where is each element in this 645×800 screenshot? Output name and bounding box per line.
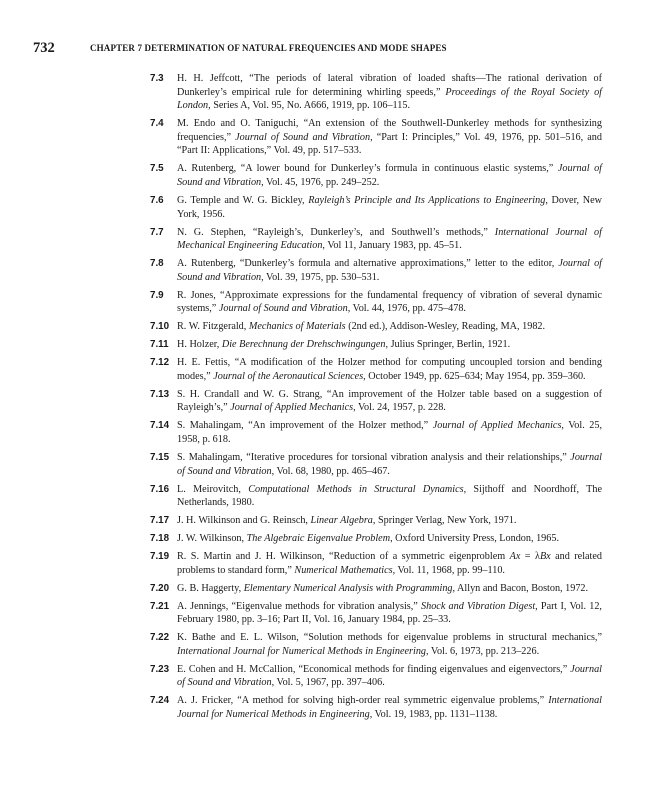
reference-item xyxy=(150,419,602,446)
reference-text xyxy=(177,631,602,658)
reference-italic-segment: Die Berechnung der Drehschwingungen xyxy=(221,339,386,351)
reference-item xyxy=(150,257,602,284)
reference-segment: R. Jones, “Approximate expressions for the fundamental frequency of vibration of several dynamic systems,” xyxy=(177,289,602,315)
reference-italic-segment: International Journal of Mechanical Engineering Education xyxy=(177,226,602,252)
reference-segment: , Oxford University Press, London, 1965. xyxy=(390,533,559,545)
reference-number: 7.17 xyxy=(150,515,170,527)
reference-number: 7.18 xyxy=(150,533,170,545)
reference-segment: , Allyn and Bacon, Boston, 1972. xyxy=(452,582,589,594)
reference-number: 7.16 xyxy=(150,483,170,495)
reference-text xyxy=(177,338,602,352)
reference-italic-segment: The Algebraic Eigenvalue Problem xyxy=(246,533,391,545)
reference-segment: A. Rutenberg, “Dunkerley’s formula and alternative approximations,” letter to the editor, xyxy=(177,258,559,270)
reference-segment: , Julius Springer, Berlin, 1921. xyxy=(385,339,511,351)
reference-number: 7.15 xyxy=(150,451,170,463)
reference-item xyxy=(150,451,602,478)
reference-segment: S. Mahalingam, “Iterative procedures for torsional vibration analysis and their relationships,” xyxy=(177,451,571,463)
reference-text xyxy=(177,257,602,284)
page-number: 732 xyxy=(33,40,55,56)
reference-number: 7.8 xyxy=(150,258,164,270)
reference-segment: , Vol. 68, 1980, pp. 465–467. xyxy=(271,465,390,477)
reference-text xyxy=(177,194,602,221)
reference-italic-segment: Proceedings of the Royal Society of London xyxy=(177,86,602,112)
reference-italic-segment: Journal of Applied Mechanics xyxy=(230,402,354,414)
reference-item xyxy=(150,663,602,690)
reference-segment: , Vol 11, January 1983, pp. 45–51. xyxy=(322,240,462,252)
reference-text xyxy=(177,600,602,627)
reference-segment: L. Meirovitch, xyxy=(177,483,249,495)
reference-segment: (2nd ed.), Addison-Wesley, Reading, MA, 1982. xyxy=(345,321,546,333)
reference-text xyxy=(177,694,602,721)
reference-segment: , Vol. 44, 1976, pp. 475–478. xyxy=(347,303,466,315)
reference-text xyxy=(177,226,602,253)
reference-number: 7.5 xyxy=(150,163,164,175)
reference-italic-segment: Numerical Mathematics xyxy=(294,564,393,576)
reference-italic-segment: International Journal for Numerical Methods in Engineering xyxy=(177,695,602,720)
reference-number: 7.13 xyxy=(150,388,170,400)
reference-item xyxy=(150,582,602,596)
reference-text xyxy=(177,72,602,113)
reference-item xyxy=(150,338,602,352)
reference-italic-segment: Linear Algebra xyxy=(310,515,373,527)
reference-italic-segment: Rayleigh’s Principle and Its Applications to Engineering xyxy=(308,194,546,206)
reference-segment: G. B. Haggerty, xyxy=(177,582,244,594)
reference-number: 7.11 xyxy=(150,339,169,351)
reference-segment: , Vol. 5, 1967, pp. 397–406. xyxy=(271,677,385,689)
reference-segment: K. Bathe and E. L. Wilson, “Solution methods for eigenvalue problems in structural mechanics,” xyxy=(177,632,602,644)
reference-segment: A. Rutenberg, “A lower bound for Dunkerley’s formula in continuous elastic systems,” xyxy=(177,163,558,175)
reference-item xyxy=(150,72,602,113)
reference-italic-segment: Journal of Sound and Vibration xyxy=(177,258,602,283)
reference-text xyxy=(177,663,602,690)
reference-list xyxy=(150,72,602,726)
reference-text xyxy=(177,289,602,316)
reference-item xyxy=(150,600,602,627)
reference-segment: G. Temple and W. G. Bickley, xyxy=(177,194,309,206)
reference-italic-segment: Bx xyxy=(539,551,551,563)
reference-segment: E. Cohen and H. McCallion, “Economical methods for finding eigenvalues and eigenvectors,” xyxy=(177,663,571,675)
reference-number: 7.14 xyxy=(150,420,170,432)
reference-number: 7.12 xyxy=(150,357,170,369)
reference-segment: , October 1949, pp. 625–634; May 1954, pp. 359–360. xyxy=(363,370,586,382)
reference-segment: , Vol. 39, 1975, pp. 530–531. xyxy=(261,271,380,283)
reference-number: 7.22 xyxy=(150,632,170,644)
reference-segment: S. Mahalingam, “An improvement of the Holzer method,” xyxy=(177,420,433,432)
reference-item xyxy=(150,194,602,221)
reference-segment: , Vol. 11, 1968, pp. 99–110. xyxy=(392,564,505,576)
reference-text xyxy=(177,550,602,577)
reference-number: 7.23 xyxy=(150,663,170,675)
reference-segment: , Dover, New York, 1956. xyxy=(177,194,602,220)
reference-italic-segment: Mechanics of Materials xyxy=(248,321,346,333)
reference-segment: , Springer Verlag, New York, 1971. xyxy=(372,515,517,527)
reference-number: 7.3 xyxy=(150,73,164,84)
reference-segment: and related problems to standard form,” xyxy=(177,551,603,576)
reference-italic-segment: Journal of Sound and Vibration xyxy=(235,131,371,143)
reference-segment: , Vol. 24, 1957, p. 228. xyxy=(353,402,446,414)
reference-segment: , “Part I: Principles,” Vol. 49, 1976, pp. 501–516, and “Part II: Applications,” Vol. 49, pp. 517–533. xyxy=(177,131,602,157)
reference-item xyxy=(150,117,602,158)
reference-text xyxy=(177,419,602,446)
reference-text xyxy=(177,320,602,334)
reference-segment: , Vol. 19, 1983, pp. 1131–1138. xyxy=(369,708,498,720)
reference-segment: , Vol. 45, 1976, pp. 249–252. xyxy=(261,176,380,188)
reference-segment: J. H. Wilkinson and G. Reinsch, xyxy=(177,515,311,527)
reference-segment: H. H. Jeffcott, “The periods of lateral vibration of loaded shafts—The rational derivation of Dunkerley’s empirical rule for determining whirling speeds,” xyxy=(177,73,602,98)
reference-item xyxy=(150,631,602,658)
reference-italic-segment: Journal of Sound and Vibration xyxy=(177,663,602,689)
reference-italic-segment: Elementary Numerical Analysis with Programming xyxy=(243,582,453,594)
reference-text xyxy=(177,356,602,383)
reference-number: 7.21 xyxy=(150,600,170,612)
reference-italic-segment: Ax xyxy=(509,551,521,563)
reference-number: 7.9 xyxy=(150,289,164,301)
reference-item xyxy=(150,694,602,721)
reference-number: 7.24 xyxy=(150,695,170,707)
reference-number: 7.4 xyxy=(150,118,164,130)
reference-segment: , Vol. 6, 1973, pp. 213–226. xyxy=(426,645,540,657)
reference-text xyxy=(177,514,602,528)
reference-italic-segment: Journal of Sound and Vibration xyxy=(177,451,602,477)
reference-italic-segment: Journal of Applied Mechanics xyxy=(432,420,562,432)
reference-item xyxy=(150,532,602,546)
reference-text xyxy=(177,388,602,415)
reference-italic-segment: International Journal for Numerical Methods in Engineering xyxy=(177,645,427,657)
reference-text xyxy=(177,451,602,478)
reference-item xyxy=(150,483,602,510)
reference-italic-segment: Journal of the Aeronautical Sciences xyxy=(213,370,364,382)
reference-italic-segment: Shock and Vibration Digest xyxy=(421,600,536,612)
reference-item xyxy=(150,356,602,383)
reference-number: 7.10 xyxy=(150,321,170,333)
page-header xyxy=(33,40,625,58)
reference-number: 7.20 xyxy=(150,582,170,594)
reference-segment: S. H. Crandall and W. G. Strang, “An improvement of the Holzer table based on a suggestion of Rayleigh’s,” xyxy=(177,388,602,414)
reference-item xyxy=(150,162,602,189)
reference-segment: R. S. Martin and J. H. Wilkinson, “Reduction of a symmetric eigenproblem xyxy=(177,551,510,563)
reference-segment: , Sijthoff and Noordhoff, The Netherlands, 1980. xyxy=(177,483,602,509)
running-head: CHAPTER 7 DETERMINATION OF NATURAL FREQUENCIES AND MODE SHAPES xyxy=(90,43,447,53)
reference-segment: H. E. Fettis, “A modification of the Holzer method for computing uncoupled torsion and bending modes,” xyxy=(177,357,602,382)
reference-segment: A. Jennings, “Eigenvalue methods for vibration analysis,” xyxy=(177,600,422,612)
reference-item xyxy=(150,514,602,528)
reference-item xyxy=(150,226,602,253)
reference-item xyxy=(150,388,602,415)
reference-segment: A. J. Fricker, “A method for solving high-order real symmetric eigenvalue problems,” xyxy=(177,695,549,707)
reference-number: 7.19 xyxy=(150,551,170,563)
reference-item xyxy=(150,320,602,334)
reference-number: 7.6 xyxy=(150,194,164,206)
reference-italic-segment: Computational Methods in Structural Dynamics xyxy=(248,483,464,495)
reference-italic-segment: Journal of Sound and Vibration xyxy=(218,303,348,315)
reference-item xyxy=(150,289,602,316)
reference-text xyxy=(177,582,602,596)
reference-text xyxy=(177,532,602,546)
reference-segment: R. W. Fitzgerald, xyxy=(177,321,249,333)
reference-segment: N. G. Stephen, “Rayleigh’s, Dunkerley’s, and Southwell’s methods,” xyxy=(177,226,495,238)
reference-item xyxy=(150,550,602,577)
reference-segment: , Part I, Vol. 12, February 1980, pp. 3–16; Part II, Vol. 16, January 1984, pp. 25–33. xyxy=(177,600,602,626)
reference-segment: M. Endo and O. Taniguchi, “An extension of the Southwell-Dunkerley methods for synthesizing frequencies,” xyxy=(177,118,602,143)
reference-italic-segment: Journal of Sound and Vibration xyxy=(177,163,602,188)
reference-segment: , Series A, Vol. 95, No. A666, 1919, pp. 106–115. xyxy=(208,100,411,112)
reference-number: 7.7 xyxy=(150,226,164,238)
reference-text xyxy=(177,483,602,510)
reference-text xyxy=(177,117,602,158)
reference-segment: , Vol. 25, 1958, p. 618. xyxy=(177,420,602,445)
reference-segment: = λ xyxy=(520,551,540,563)
reference-text xyxy=(177,162,602,189)
reference-segment: J. W. Wilkinson, xyxy=(177,533,247,545)
reference-segment: H. Holzer, xyxy=(177,339,222,351)
